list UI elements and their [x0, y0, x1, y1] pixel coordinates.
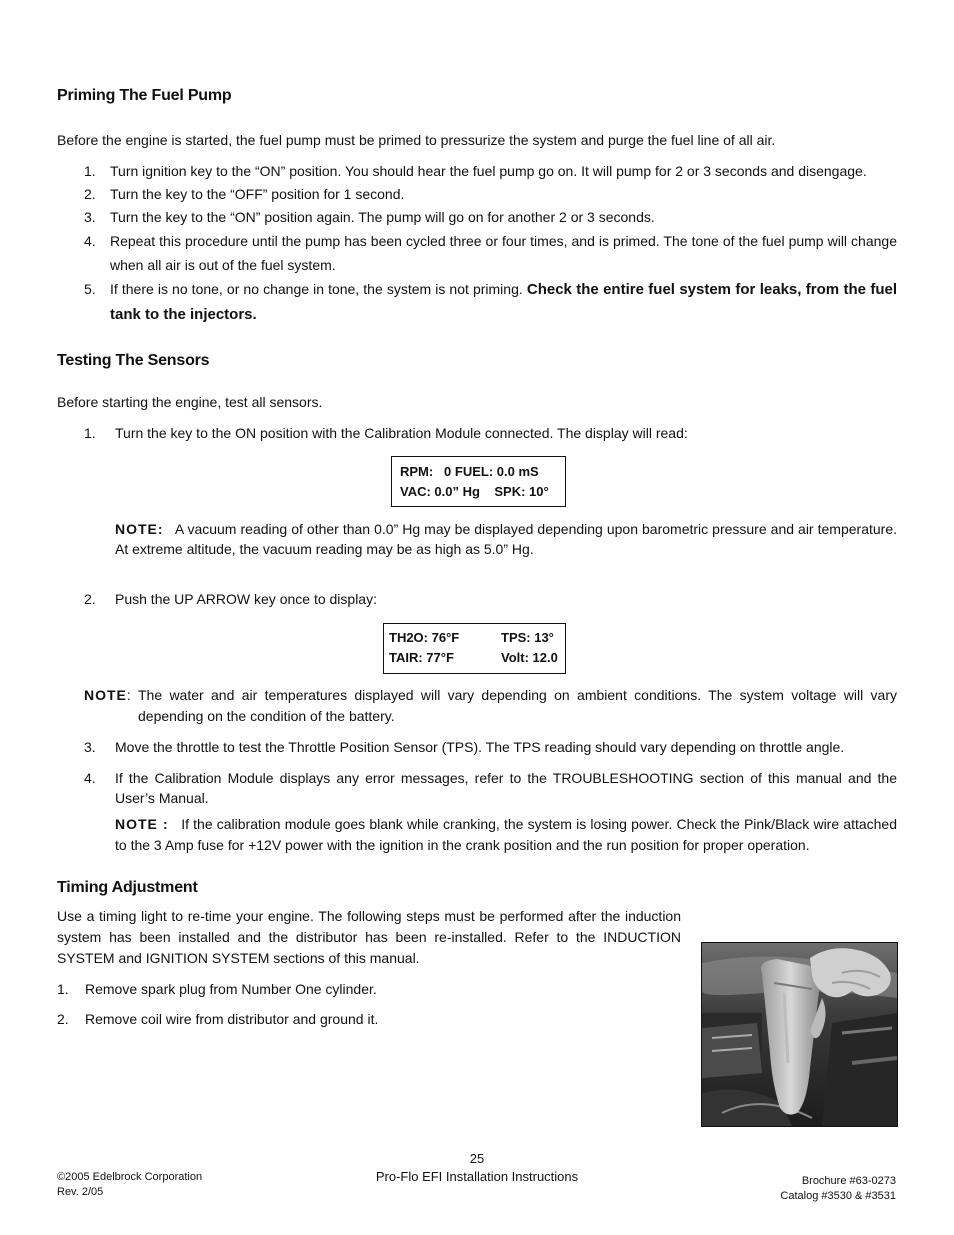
- step-number: 1.: [84, 425, 96, 441]
- step-number: 2.: [57, 1011, 69, 1027]
- timing-intro: Use a timing light to re-time your engine. The following steps must be performed after the induction system has been installed and the distributor has been re-installed. Refer to the INDUCTION SYSTEM and IGNITION SYSTEM sections of this manual.: [57, 908, 681, 966]
- list-item: [84, 183, 897, 206]
- display-readout-1: [391, 456, 897, 507]
- document-title: Pro-Flo EFI Installation Instructions: [375, 1169, 579, 1185]
- step-number: 4.: [84, 770, 96, 786]
- display-line: [389, 648, 560, 668]
- list-item: [84, 206, 897, 229]
- catalog-number: Catalog #3530 & #3531: [780, 1189, 896, 1202]
- display-line: VAC: 0.0” Hg SPK: 10°: [400, 483, 549, 499]
- step-number: 1.: [57, 981, 69, 997]
- page-number: 25: [469, 1151, 485, 1166]
- step-text: Turn the key to the “OFF” position for 1 second.: [110, 186, 405, 202]
- distributor-photo: [701, 942, 898, 1127]
- timing-heading: Timing Adjustment: [57, 879, 198, 896]
- step-text: Repeat this procedure until the pump has been cycled three or four times, and is primed. The tone of the fuel pump will change when all air is out of the fuel system.: [110, 233, 897, 273]
- note-text: If the calibration module goes blank while cranking, the system is losing power. Check the Pink/Black wire attached to the 3 Amp fuse for +12V power with the ignition in the crank position and the run position for proper operation.: [115, 816, 897, 853]
- note-label: NOTE:: [115, 521, 164, 537]
- display-readout-2: [383, 623, 897, 674]
- display-cell: Volt: 12.0: [501, 649, 558, 665]
- display-line: [389, 628, 560, 648]
- note-temperature: [84, 685, 897, 727]
- list-item: [84, 160, 897, 183]
- step-text: Turn the key to the “ON” position again. The pump will go on for another 2 or 3 seconds.: [110, 209, 655, 225]
- note-vacuum: [115, 519, 897, 559]
- calibration-display: [383, 623, 566, 674]
- page-content: [57, 84, 897, 1030]
- calibration-display: [391, 456, 566, 507]
- display-cell: TPS: 13°: [501, 630, 554, 645]
- list-item: [84, 768, 897, 808]
- step-number: 3.: [84, 209, 96, 225]
- list-item: [84, 589, 897, 610]
- step-text: Remove coil wire from distributor and ground it.: [85, 1011, 379, 1027]
- priming-heading: Priming The Fuel Pump: [57, 87, 232, 104]
- step-text: If the Calibration Module displays any error messages, refer to the TROUBLESHOOTING section of this manual and the User’s Manual.: [115, 770, 897, 806]
- list-item: [84, 423, 897, 444]
- leak-warning: Check the entire fuel system for leaks, from the fuel tank to the injectors.: [110, 281, 898, 323]
- step-text-wrapper: [110, 277, 897, 327]
- list-item: [84, 229, 897, 277]
- step-text: Turn the key to the ON position with the Calibration Module connected. The display will read:: [115, 425, 688, 441]
- footer-right: [780, 1174, 896, 1204]
- step-number: 3.: [84, 739, 96, 755]
- note-text: A vacuum reading of other than 0.0” Hg may be displayed depending upon barometric pressure and air temperature. At extreme altitude, the vacuum reading may be as high as 5.0” Hg.: [115, 521, 897, 557]
- step-text: Turn ignition key to the “ON” position. You should hear the fuel pump go on. It will pump for 2 or 3 seconds and disengage.: [110, 163, 867, 179]
- copyright: ©2005 Edelbrock Corporation: [57, 1171, 203, 1183]
- step-text: If there is no tone, or no change in tone, the system is not priming.: [110, 281, 523, 297]
- step-number: 4.: [84, 233, 96, 249]
- step-number: 1.: [84, 163, 96, 179]
- step-text: Remove spark plug from Number One cylinder.: [85, 981, 377, 997]
- note-label: NOTE :: [115, 816, 169, 832]
- list-item: [84, 277, 897, 327]
- note-label: NOTE: [84, 687, 127, 703]
- note-text: The water and air temperatures displayed will vary depending on ambient conditions. The system voltage will vary depending on the condition of the battery.: [138, 687, 897, 724]
- priming-steps: [84, 160, 897, 327]
- sensors-intro: Before starting the engine, test all sensors.: [57, 394, 323, 410]
- note-power: [115, 814, 897, 856]
- sensors-heading: Testing The Sensors: [57, 352, 210, 369]
- step-text: Push the UP ARROW key once to display:: [115, 591, 377, 607]
- step-number: 5.: [84, 281, 96, 297]
- step-number: 2.: [84, 186, 96, 202]
- list-item: [84, 737, 897, 758]
- revision: Rev. 2/05: [57, 1185, 104, 1198]
- note-label-wrap: NOTE:: [84, 687, 131, 703]
- display-cell: TAIR: 77°F: [389, 649, 454, 665]
- step-text: Move the throttle to test the Throttle Position Sensor (TPS). The TPS reading should vary depending on throttle angle.: [115, 739, 845, 755]
- distributor-photo-image: [702, 943, 897, 1126]
- step-number: 2.: [84, 591, 96, 607]
- priming-intro: Before the engine is started, the fuel pump must be primed to pressurize the system and purge the fuel line of all air.: [57, 132, 776, 148]
- brochure-number: Brochure #63-0273: [801, 1175, 896, 1187]
- display-cell: TH2O: 76°F: [389, 630, 460, 645]
- display-line: RPM: 0 FUEL: 0.0 mS: [400, 464, 539, 479]
